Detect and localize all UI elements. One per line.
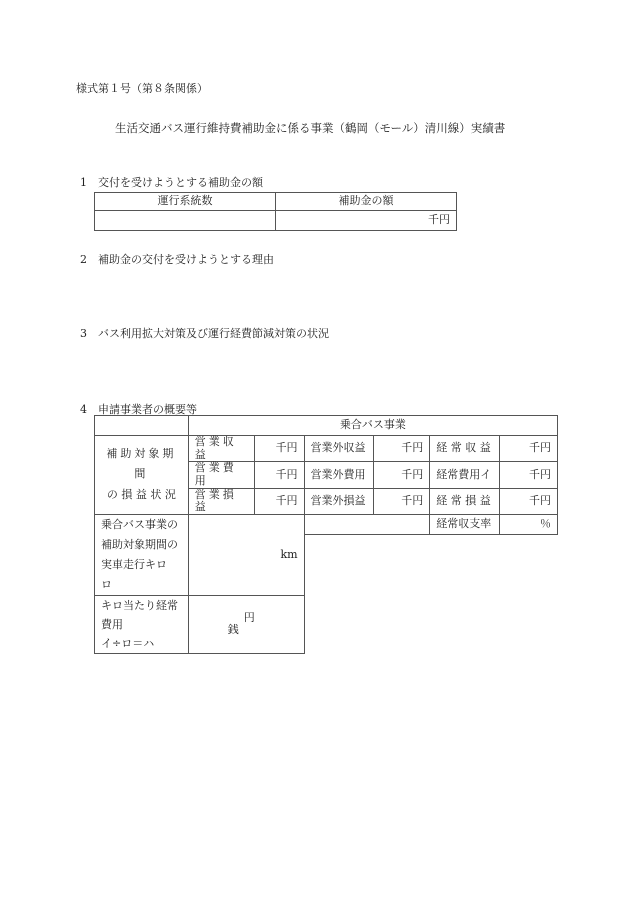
cell-value[interactable]: 千円: [374, 436, 430, 462]
cell-label: 営業外損益: [304, 488, 374, 514]
cell-label: 経 常 収 益: [430, 436, 500, 462]
cost-label-line: イ÷ロ＝ハ: [101, 636, 155, 650]
col-subsidy-amount-header: 補助金の額: [276, 193, 457, 211]
cost-label-line: キロ当たり経常: [101, 598, 178, 612]
cell-value[interactable]: 千円: [254, 488, 304, 514]
col-route-count-header: 運行系統数: [95, 193, 276, 211]
cell-label: 営業費用: [188, 462, 254, 488]
ratio-value[interactable]: ％: [500, 514, 558, 534]
section-2-heading: 2 補助金の交付を受けようとする理由: [80, 253, 274, 266]
group-header: 乗合バス事業: [188, 416, 557, 436]
cell-label: 経常費用イ: [430, 462, 500, 488]
ratio-label: 経常収支率: [430, 514, 500, 534]
cell-value[interactable]: 千円: [374, 462, 430, 488]
section-1-heading: 1 交付を受けようとする補助金の額: [80, 176, 263, 189]
cell-value[interactable]: 千円: [500, 436, 558, 462]
document-title: 生活交通バス運行維持費補助金に係る事業（鶴岡（モール）清川線）実績書: [115, 121, 506, 135]
cost-per-km-value[interactable]: [188, 595, 304, 653]
route-count-cell[interactable]: [95, 211, 276, 231]
cell-label: 営業損益: [188, 488, 254, 514]
business-overview-table: [94, 415, 558, 654]
section-4-heading: 4 申請事業者の概要等: [80, 403, 197, 416]
cell-label: 営業外収益: [304, 436, 374, 462]
period-label: [95, 436, 189, 515]
subsidy-amount-table: [94, 192, 457, 231]
period-label-line2: の 損 益 状 況: [106, 488, 176, 502]
sen-unit: 銭: [227, 623, 239, 637]
yen-unit: 円: [243, 610, 255, 624]
km-label: [95, 514, 189, 595]
cell-label: 経 常 損 益: [430, 488, 500, 514]
blank-cell: [304, 535, 557, 596]
cost-label-line: 費用: [101, 617, 123, 631]
km-label-line: 補助対象期間の: [101, 537, 178, 551]
blank-cell: [304, 595, 557, 653]
km-label-line: ロ: [101, 577, 112, 591]
km-label-line: 乗合バス事業の: [101, 517, 178, 531]
cost-per-km-label: [95, 595, 189, 653]
section-3-heading: 3 バス利用拡大対策及び運行経費節減対策の状況: [80, 327, 329, 340]
subsidy-amount-cell[interactable]: 千円: [276, 211, 457, 231]
km-value[interactable]: km: [188, 514, 304, 595]
form-label: 様式第１号（第８条関係）: [76, 82, 208, 95]
period-label-line1: 補助対象期間: [106, 446, 177, 481]
cell-value[interactable]: 千円: [374, 488, 430, 514]
cell-label: 営業外費用: [304, 462, 374, 488]
cell-label: 営業収益: [188, 436, 254, 462]
blank-cell: [304, 514, 430, 534]
corner-cell: [95, 416, 189, 436]
cell-value[interactable]: 千円: [254, 436, 304, 462]
cell-value[interactable]: 千円: [500, 462, 558, 488]
cell-value[interactable]: 千円: [500, 488, 558, 514]
km-label-line: 実車走行キロ: [101, 557, 167, 571]
cell-value[interactable]: 千円: [254, 462, 304, 488]
